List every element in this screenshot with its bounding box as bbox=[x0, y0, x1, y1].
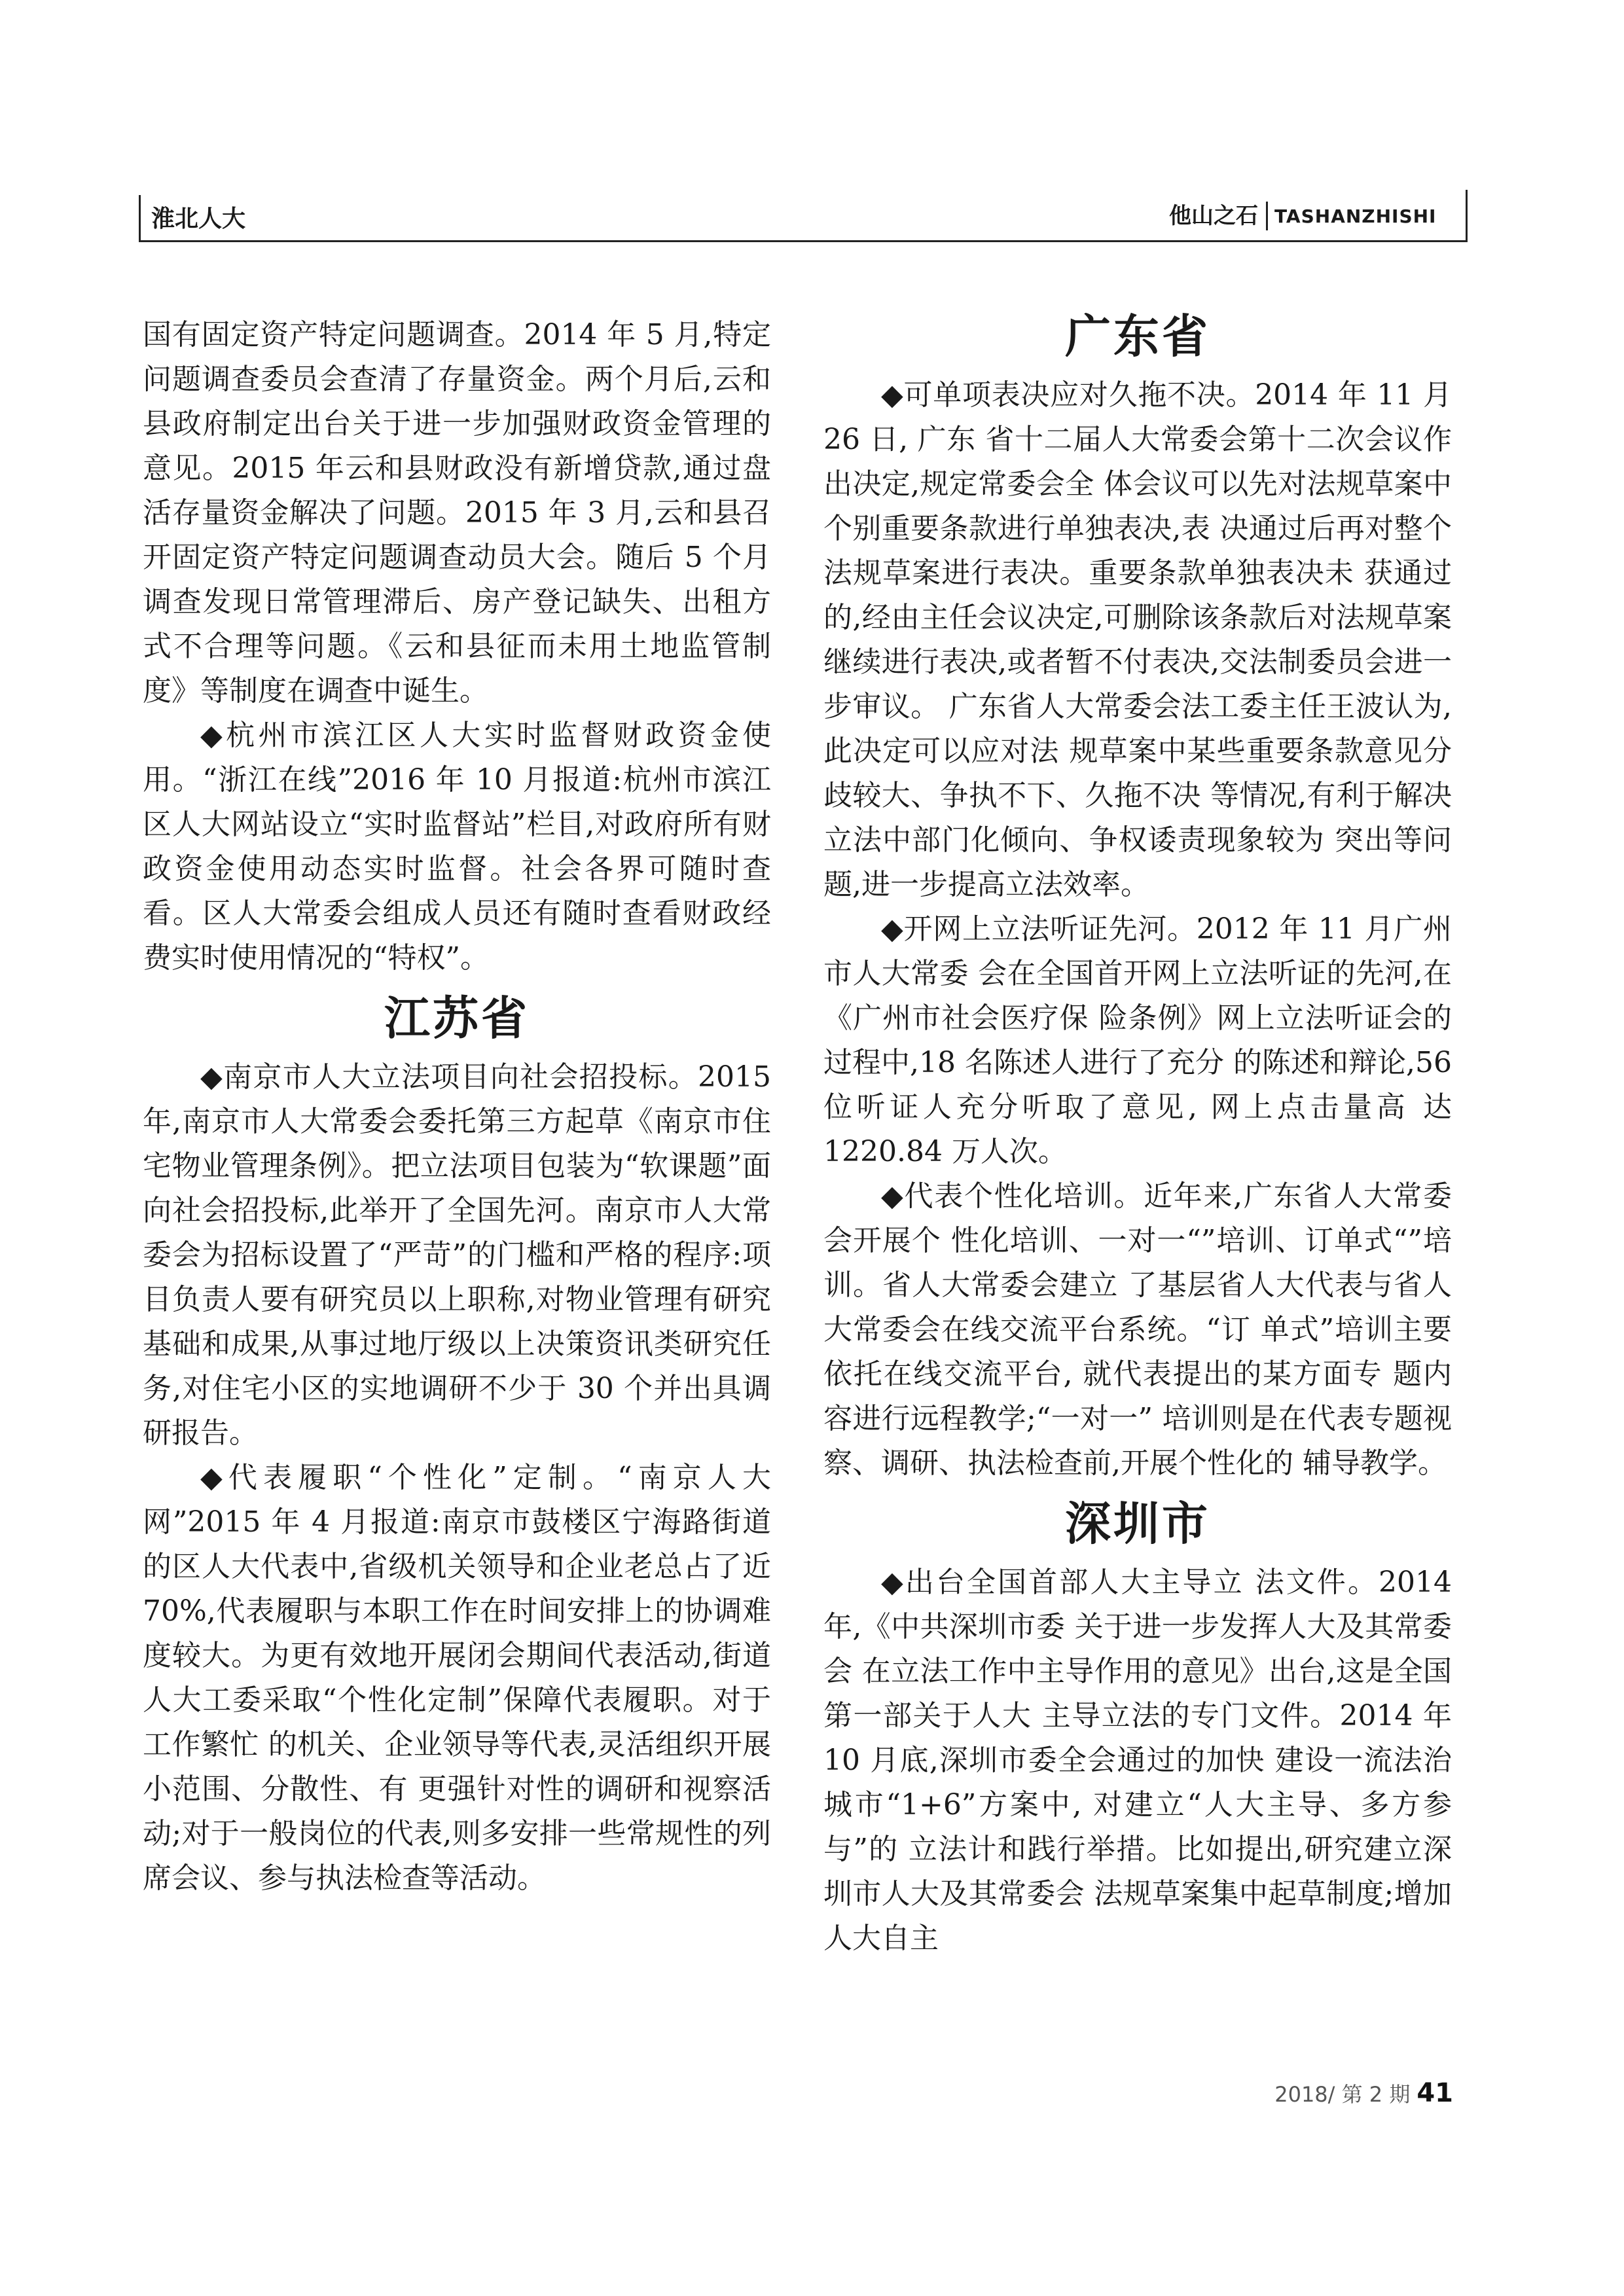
paragraph: ◆可单项表决应对久拖不决。2014 年 11 月 26 日, 广东 省十二届人大常委会第十二次会议作出决定,规定常委会全 体会议可以先对法规草案中个别重要条款进行单独表决,表 决通过后再对整个法规草案进行表决。重要条款单独表决未 获通过的,经由主任会议决定,可删除该条款后对法规草案 继续进行表决,或者暂不付表决,交法制委员会进一步审议。 广东省人大常委会法工委主任王波认为,此决定可以应对法 规草案中某些重要条款意见分歧较大、争执不下、久拖不决 等情况,有利于解决立法中部门化倾向、争权诿责现象较为 突出等问题,进一步提高立法效率。 bbox=[823, 378, 1453, 901]
paragraph: ◆代表履职“个性化”定制。“南京人大网”2015 年 4 月报道:南京市鼓楼区宁海路街道的区人大代表中,省级机关领导和企业老总占了近 70%,代表履职与本职工作在时间安排上的协调难度较大。为更有效地开展闭会期间代表活动,街道人大工委采取“个性化定制”保障代表履职。对于工作繁忙 的机关、企业领导等代表,灵活组织开展小范围、分散性、有 更强针对性的调研和视察活动;对于一般岗位的代表,则多安排一些常规性的列席会议、参与执法检查等活动。 bbox=[143, 1461, 772, 1895]
page-number: 41 bbox=[1416, 2078, 1453, 2108]
section-title: 他山之石 bbox=[1152, 202, 1268, 230]
section-heading-shenzhen: 深圳市 bbox=[1065, 1496, 1210, 1551]
header-left-text: 淮北人大 bbox=[151, 206, 246, 232]
section-subtitle: TASHANZHISHI bbox=[1274, 205, 1437, 227]
header-right bbox=[1152, 190, 1468, 242]
paragraph: ◆出台全国首部人大主导立 法文件。2014 年,《中共深圳市委 关于进一步发挥人大及其常委会 在立法工作中主导作用的意见》出台,这是全国第一部关于人大 主导立法的专门文件。2014 年 10 月底,深圳市委全会通过的加快 建设一流法治城市“1+6”方案中, 对建立“人大主导、多方参与”的 立法计和践行举措。比如提出,研究建立深圳市人大及其常委会 法规草案集中起草制度;增加人大自主 bbox=[823, 1566, 1452, 1955]
paragraph: 国有固定资产特定问题调查。2014 年 5 月,特定问题调查委员会查清了存量资金。两个月后,云和县政府制定出台关于进一步加强财政资金管理的意见。2015 年云和县财政没有新增贷款,通过盘活存量资金解决了问题。2015 年 3 月,云和县召开固定资产特定问题调查动员大会。随后 5 个月调查发现日常管理滞后、房产登记缺失、出租方式不合理等问题。《云和县征而未用土地监管制度》等制度在调查中诞生。 bbox=[143, 318, 771, 708]
paragraph: ◆开网上立法听证先河。2012 年 11 月广州市人大常委 会在全国首开网上立法听证的先河,在《广州市社会医疗保 险条例》网上立法听证会的过程中,18 名陈述人进行了充分 的陈述和辩论,56 位听证人充分听取了意见, 网上点击量高 达 1220.84 万人次。 bbox=[823, 912, 1453, 1168]
paragraph: ◆代表个性化培训。近年来,广东省人大常委会开展个 性化培训、一对一“”培训、订单式“”培训。省人大常委会建立 了基层省人大代表与省人大常委会在线交流平台系统。“订 单式”培训主要依托在线交流平台, 就代表提出的某方面专 题内容进行远程教学;“一对一” 培训则是在代表专题视察、调研、执法检查前,开展个性化的 辅导教学。 bbox=[823, 1179, 1453, 1480]
paragraph: ◆南京市人大立法项目向社会招投标。2015 年,南京市人大常委会委托第三方起草《南京市住宅物业管理条例》。把立法项目包装为“软课题”面向社会招投标,此举开了全国先河。南京市人大常委会为招标设置了“严苛”的门槛和严格的程序:项目负责人要有研究员以上职称,对物业管理有研究基础和成果,从事过地厅级以上决策资讯类研究任务,对住宅小区的实地调研不少于 30 个并出具调研报告。 bbox=[143, 1060, 772, 1450]
section-heading-guangdong: 广东省 bbox=[1065, 309, 1210, 363]
issue-label: 2018/ 第 2 期 bbox=[1274, 2082, 1411, 2107]
header-left-title bbox=[139, 195, 316, 242]
left-column bbox=[143, 313, 771, 1901]
right-column bbox=[823, 309, 1453, 1961]
section-heading-jiangsu: 江苏省 bbox=[384, 991, 530, 1045]
page-footer bbox=[1244, 2078, 1453, 2108]
paragraph: ◆杭州市滨江区人大实时监督财政资金使用。“浙江在线”2016 年 10 月报道:杭州市滨江区人大网站设立“实时监督站”栏目,对政府所有财政资金使用动态实时监督。社会各界可随时查看。区人大常委会组成人员还有随时查看财政经费实时使用情况的“特权”。 bbox=[143, 719, 771, 975]
